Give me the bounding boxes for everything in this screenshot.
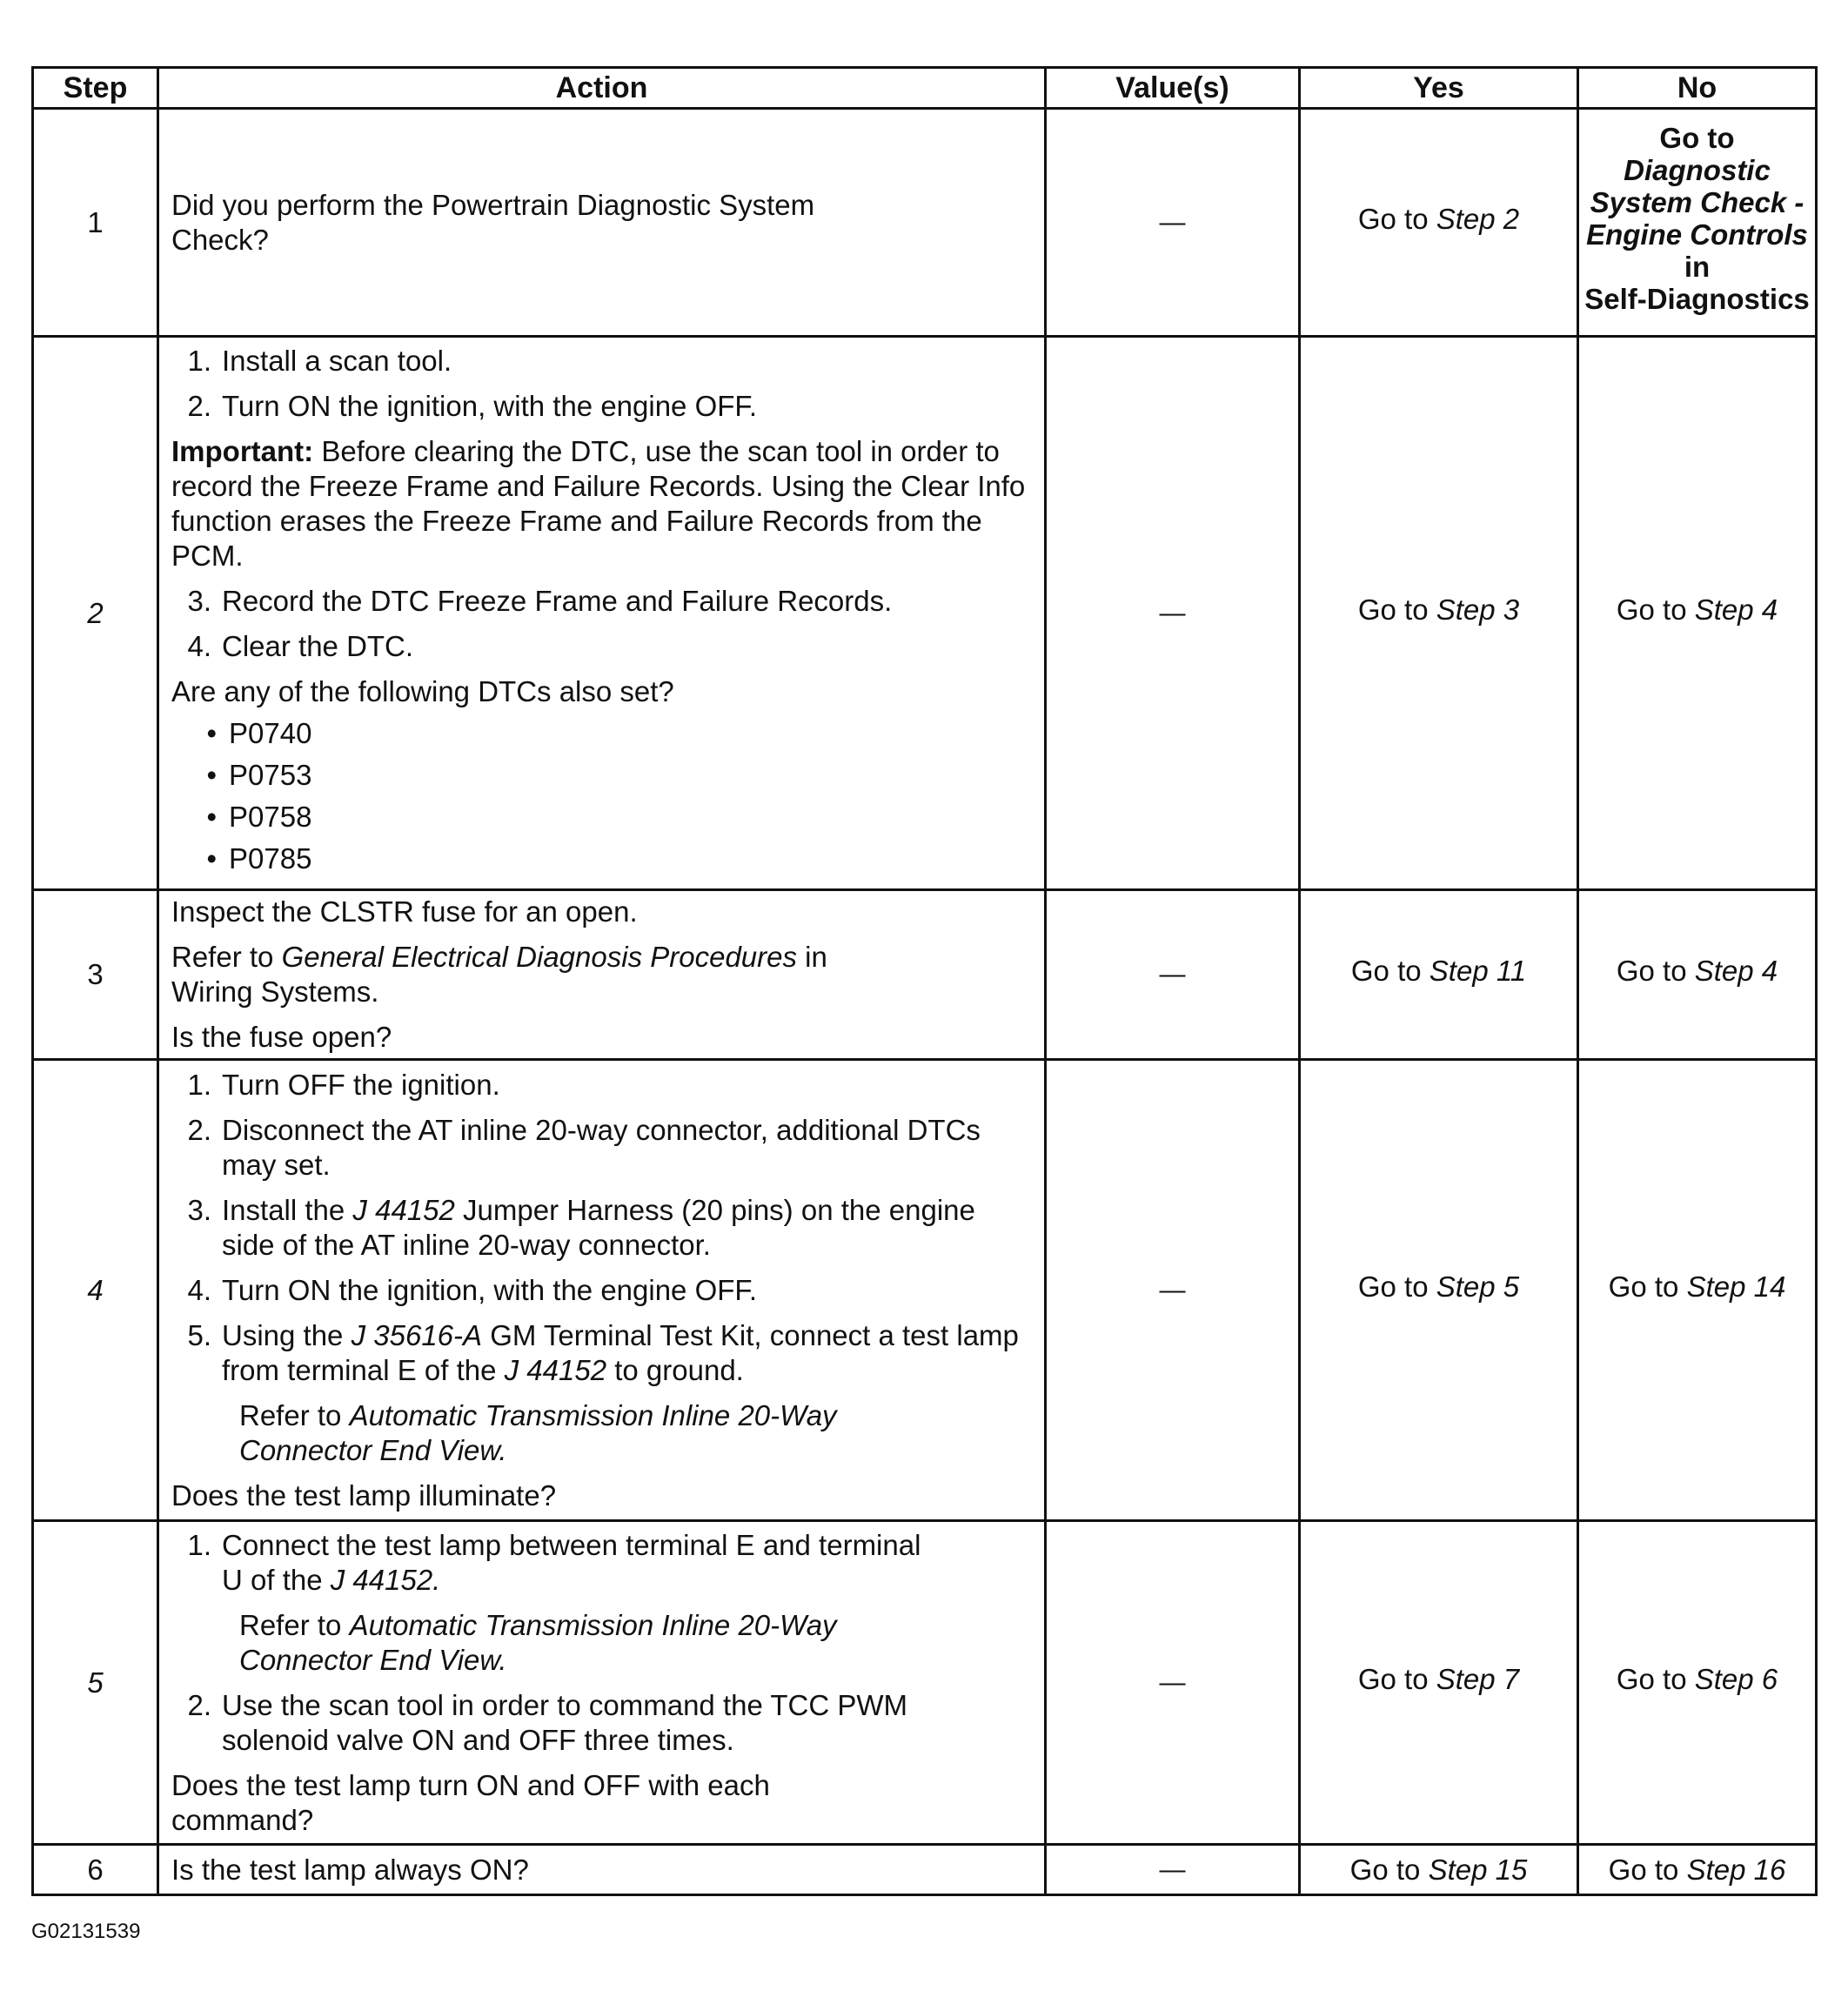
header-no: No [1578,68,1817,109]
tool-reference: J 44152. [330,1563,441,1596]
step-link[interactable]: Step 5 [1436,1270,1520,1303]
yes-cell [1300,109,1578,337]
goto-prefix: Go to [1616,1662,1695,1695]
no-cell [1578,109,1817,337]
goto-prefix: Go to [1357,593,1436,626]
step-link[interactable]: Step 16 [1686,1853,1786,1886]
goto-prefix: Go to [1357,1270,1436,1303]
header-step: Step [33,68,158,109]
yes-cell [1300,890,1578,1060]
step-link[interactable]: Step 6 [1694,1662,1778,1695]
step-link[interactable]: Step 4 [1694,955,1778,987]
question-text: Is the test lamp always ON? [171,1853,529,1886]
header-action: Action [158,68,1046,109]
step-number: 4 [33,1060,158,1521]
tool-reference: J 35616-A [351,1318,483,1351]
step-number: 1 [33,109,158,337]
value-cell: — [1046,890,1300,1060]
goto-prefix: Go to [1357,1662,1436,1695]
no-cell [1578,337,1817,890]
action-cell [158,1845,1046,1895]
list-item: 2. Turn ON the ignition, with the engine OFF. [187,389,758,422]
list-item: 3. Install the J 44152 Jumper Harness (20 pins) on the engine side of the AT inline 20-way connector. [187,1193,975,1261]
no-cell [1578,1060,1817,1521]
table-row [33,1060,1817,1521]
dtc-item: • P0785 [206,841,312,875]
header-yes: Yes [1300,68,1578,109]
list-item: 3. Record the DTC Freeze Frame and Failure Records. [187,584,893,617]
goto-prefix: Go to [1350,955,1430,987]
figure-code: G02131539 [31,1920,141,1943]
question-text: Is the fuse open? [171,1021,392,1053]
goto-prefix: Go to [1616,955,1695,987]
no-cell [1578,890,1817,1060]
step-link[interactable]: Step 7 [1436,1662,1520,1695]
dtc-item: • P0740 [206,716,312,749]
list-item: 4. Clear the DTC. [187,629,414,662]
value-cell: — [1046,109,1300,337]
step-link[interactable]: Step 14 [1686,1270,1786,1303]
in-text: in [1684,250,1711,283]
list-item: 1. Install a scan tool. [187,344,452,377]
step-number: 2 [33,337,158,890]
diagnostic-table [31,66,1818,1896]
step-number: 3 [33,890,158,1060]
reference-link[interactable]: General Electrical Diagnosis Procedures [281,941,797,973]
value-cell: — [1046,1060,1300,1521]
table-row [33,1521,1817,1845]
goto-prefix: Go to [1349,1853,1429,1886]
section-name: Self-Diagnostics [1584,282,1810,315]
action-cell [158,109,1046,337]
reference-link[interactable]: Automatic Transmission Inline 20-Way Connector End View. [239,1608,837,1676]
list-item: 5. Using the J 35616-A GM Terminal Test Kit, connect a test lamp from terminal E of the J 44152 to ground. [187,1318,1019,1386]
goto-prefix: Go to [1608,1853,1687,1886]
no-cell [1578,1521,1817,1845]
goto-prefix: Go to [1616,593,1695,626]
diagnostic-check-link[interactable]: Diagnostic System Check - Engine Controls [1586,153,1808,251]
tool-reference: J 44152 [352,1193,455,1226]
yes-cell [1300,1060,1578,1521]
action-cell [158,1060,1046,1521]
header-row [33,68,1817,109]
step-link[interactable]: Step 11 [1429,955,1527,987]
action-cell [158,890,1046,1060]
step-number: 5 [33,1521,158,1845]
goto-prefix: Go to [1357,202,1436,235]
value-cell: — [1046,1845,1300,1895]
table-row [33,109,1817,337]
dtc-item: • P0758 [206,800,312,833]
step-link[interactable]: Step 15 [1428,1853,1528,1886]
no-cell [1578,1845,1817,1895]
step-link[interactable]: Step 2 [1436,202,1520,235]
question-text: Does the test lamp illuminate? [171,1478,557,1512]
table-row [33,890,1817,1060]
list-item: 2. Use the scan tool in order to command the TCC PWM solenoid valve ON and OFF three times. [187,1688,908,1756]
table-row [33,1845,1817,1895]
reference-link[interactable]: Automatic Transmission Inline 20-Way Connector End View. [239,1398,837,1466]
tool-reference: J 44152 [504,1353,607,1386]
list-item: 1. Turn OFF the ignition. [187,1068,500,1101]
action-cell [158,337,1046,890]
action-cell [158,1521,1046,1845]
step-number: 6 [33,1845,158,1895]
goto-prefix: Go to [1659,121,1735,154]
list-item: 2. Disconnect the AT inline 20-way connector, additional DTCs may set. [187,1113,981,1181]
yes-cell [1300,1845,1578,1895]
action-text: Did you perform the Powertrain Diagnostic System Check? [171,188,815,256]
step-link[interactable]: Step 3 [1436,593,1520,626]
reference-text: Refer to Automatic Transmission Inline 20-Way Connector End View. [239,1398,837,1466]
list-item: 1. Connect the test lamp between terminal E and terminal U of the J 44152. [187,1528,921,1596]
yes-cell [1300,1521,1578,1845]
yes-cell [1300,337,1578,890]
header-values: Value(s) [1046,68,1300,109]
question-text: Does the test lamp turn ON and OFF with each command? [171,1768,770,1836]
table-row [33,337,1817,890]
value-cell: — [1046,1521,1300,1845]
action-text: Inspect the CLSTR fuse for an open. [171,895,638,928]
goto-prefix: Go to [1608,1270,1687,1303]
dtc-item: • P0753 [206,758,312,791]
reference-text: Refer to General Electrical Diagnosis Procedures in Wiring Systems. [171,941,827,1008]
question-text: Are any of the following DTCs also set? [171,674,674,707]
value-cell: — [1046,337,1300,890]
important-note: Important: Before clearing the DTC, use the scan tool in order to record the Freeze Frame and Failure Records. Using the Clear Info function erases the Freeze Frame and Failure Records from the PCM. [171,434,1026,572]
list-item: 4. Turn ON the ignition, with the engine OFF. [187,1273,758,1306]
reference-text: Refer to Automatic Transmission Inline 20-Way Connector End View. [239,1608,837,1676]
step-link[interactable]: Step 4 [1694,593,1778,626]
